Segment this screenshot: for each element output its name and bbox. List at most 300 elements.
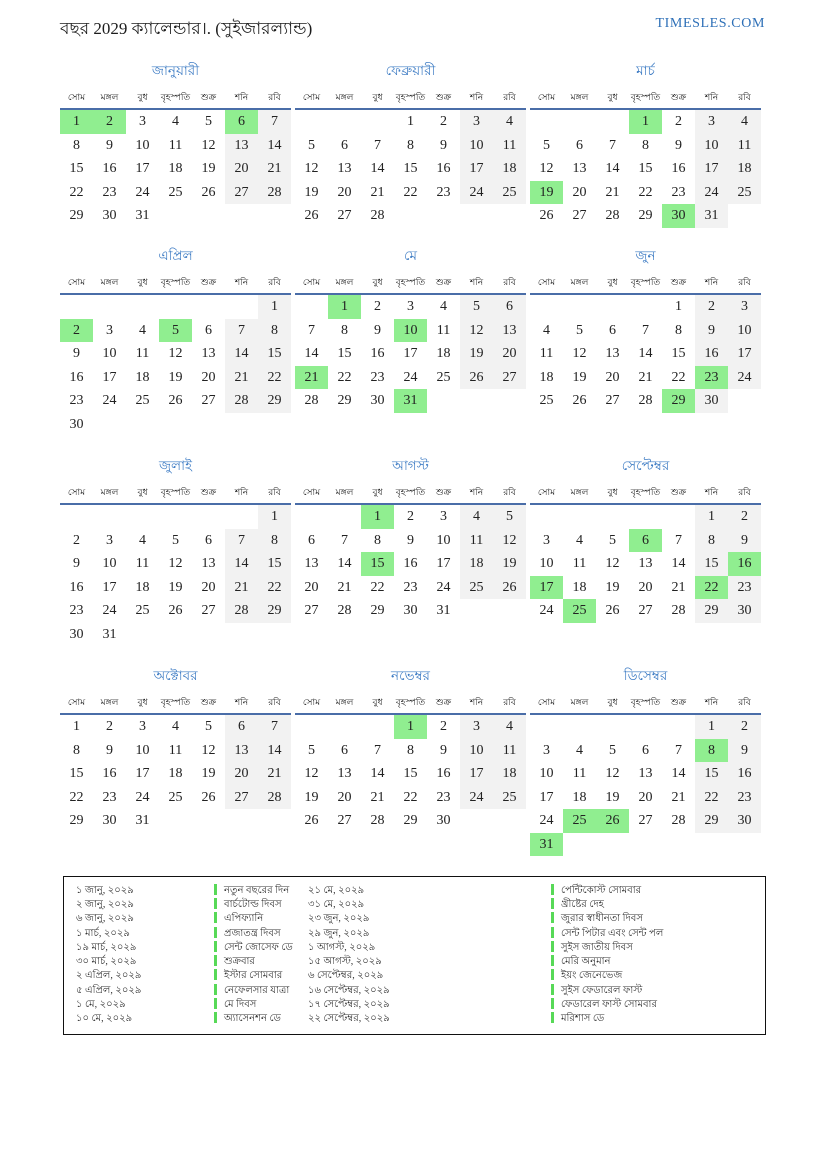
day-cell: 30 [370,393,385,408]
day-cell: 28 [258,181,291,205]
weekday-label: সোম [302,277,321,287]
day-cell: 14 [337,556,352,571]
day-cell: 16 [728,762,761,786]
week-row [295,599,526,623]
day-cell: 21 [638,369,653,385]
day-cell: 26 [168,393,183,408]
day-cell: 17 [102,579,117,595]
holiday-marker-icon [551,1012,554,1023]
day-cell: 8 [642,137,649,153]
day-cell: 28 [671,603,686,618]
day-cell: 28 [370,208,385,223]
weekday-header-row [60,485,291,505]
week-row [60,715,291,739]
day-cell-empty [258,413,291,437]
day-cell-empty [159,809,192,833]
day-cell: 25 [168,184,183,200]
day-cell: 24 [539,813,554,828]
week-row [60,623,291,647]
weekday-label: রবি [503,277,516,287]
day-cell: 13 [638,556,653,571]
day-cell: 10 [728,319,761,343]
day-cell: 3 [106,322,113,338]
day-cell: 30 [695,389,728,413]
day-cell: 31 [394,389,427,413]
holiday-name: বার্চটোল্ড দিবস [214,897,308,914]
weekday-label: বুধ [372,92,383,102]
month-block [60,60,291,245]
day-cell: 13 [493,319,526,343]
day-cell: 24 [460,786,493,810]
day-cell: 31 [436,603,451,618]
day-cell: 2 [407,509,414,524]
day-cell-empty [225,413,258,437]
day-cell: 28 [304,393,319,408]
day-cell: 17 [460,157,493,181]
day-cell: 18 [168,161,183,176]
week-row [530,505,761,529]
weekday-label: শনি [234,277,249,287]
day-cell-empty [192,204,225,228]
day-cell: 19 [201,161,216,176]
month-title: জুন [635,248,656,263]
week-row [60,389,291,413]
day-cell-empty [192,295,225,319]
months-grid [60,60,761,856]
day-cell: 23 [69,603,84,618]
day-cell: 22 [403,789,418,805]
day-cell: 5 [493,505,526,529]
day-cell: 24 [460,181,493,205]
day-cell: 8 [341,322,348,338]
weekday-label: শুক্র [200,487,217,497]
day-cell: 12 [572,346,587,361]
day-cell-empty [629,715,662,739]
day-cell: 18 [460,552,493,576]
day-cell: 11 [436,322,451,338]
day-cell: 11 [135,556,150,571]
day-cell: 9 [440,742,447,758]
day-cell: 3 [728,295,761,319]
weekday-label: মঙ্গল [100,277,119,287]
day-cell: 22 [671,369,686,385]
weekday-label: শুক্র [670,277,687,287]
day-cell: 8 [675,322,682,338]
day-cell: 8 [695,739,728,763]
day-cell: 22 [370,579,385,595]
holiday-marker-icon [551,898,554,909]
day-cell-empty [493,389,526,413]
weekday-label: মঙ্গল [100,697,119,707]
day-cell: 20 [225,762,258,786]
day-cell-empty [530,715,563,739]
day-cell: 12 [605,556,620,571]
day-cell-empty [192,809,225,833]
weekday-label: সোম [67,487,86,497]
day-cell-empty [530,295,563,319]
day-cell: 19 [572,369,587,385]
day-cell: 17 [403,346,418,361]
day-cell: 17 [460,762,493,786]
holiday-date: ২ এপ্রিল, ২০২৯ [76,970,142,982]
holiday-name: নতুন বছরের দিন [214,883,308,900]
day-cell: 6 [629,529,662,553]
day-cell: 3 [695,110,728,134]
day-cell-empty [563,715,596,739]
day-cell: 21 [605,184,620,200]
day-cell: 29 [258,389,291,413]
day-cell: 19 [605,579,620,595]
day-cell: 24 [403,369,418,385]
day-cell: 20 [304,579,319,595]
day-cell: 30 [728,809,761,833]
day-cell: 21 [671,789,686,805]
day-cell-empty [361,715,394,739]
week-row [60,319,291,343]
weekday-label: শুক্র [200,277,217,287]
day-cell: 14 [258,134,291,158]
day-cell: 29 [258,599,291,623]
day-cell-empty [225,295,258,319]
day-cell-empty [695,833,728,857]
week-row [530,157,761,181]
weekday-label: রবি [738,487,751,497]
day-cell: 12 [460,319,493,343]
day-cell: 18 [135,579,150,595]
week-row [530,204,761,228]
day-cell-empty [596,110,629,134]
week-row [60,181,291,205]
day-cell: 5 [609,532,616,548]
weekday-label: রবি [503,487,516,497]
day-cell: 7 [225,319,258,343]
month-block [295,60,526,245]
day-cell: 18 [728,157,761,181]
weekday-label: বুধ [607,277,618,287]
weekday-label: বৃহস্পতি [160,277,191,287]
week-row [530,134,761,158]
day-cell-empty [328,715,361,739]
day-cell: 20 [201,369,216,385]
day-cell: 29 [638,208,653,223]
site-logo-link[interactable]: TIMESLES.COM [655,16,765,31]
day-cell: 10 [135,742,150,758]
day-cell: 5 [576,322,583,338]
weekday-header-row [530,695,761,715]
weekday-label: শনি [469,697,484,707]
weekday-label: বৃহস্পতি [630,277,661,287]
weekday-label: মঙ্গল [570,92,589,102]
day-cell-empty [126,505,159,529]
day-cell: 10 [102,556,117,571]
day-cell: 6 [493,295,526,319]
day-cell: 1 [60,110,93,134]
day-cell: 23 [728,576,761,600]
holiday-date: ১ আগস্ট, ২০২৯ [308,941,376,953]
weekday-label: বুধ [137,92,148,102]
holiday-name: সেন্ট জোসেফ ডে [214,940,308,957]
day-cell-empty [258,204,291,228]
month-block [530,245,761,455]
weekday-label: রবি [738,697,751,707]
day-cell: 11 [728,134,761,158]
month-title: আগস্ট [392,458,429,473]
day-cell: 14 [225,552,258,576]
holiday-marker-icon [551,941,554,952]
day-cell: 20 [493,342,526,366]
day-cell: 18 [135,369,150,385]
day-cell: 10 [135,137,150,153]
day-cell: 14 [370,766,385,781]
day-cell: 25 [436,369,451,385]
day-cell: 12 [605,766,620,781]
day-cell-empty [460,204,493,228]
day-cell: 8 [73,742,80,758]
holiday-marker-icon [551,884,554,895]
month-title: জুলাই [158,458,193,473]
holiday-date: ১৭ সেপ্টেম্বর, ২০২৯ [308,999,390,1011]
day-cell: 27 [225,181,258,205]
day-cell-empty [225,505,258,529]
day-cell: 7 [675,532,682,548]
day-cell: 11 [493,739,526,763]
day-cell: 27 [638,603,653,618]
day-cell-empty [728,833,761,857]
day-cell: 23 [403,579,418,595]
day-cell-empty [93,413,126,437]
day-cell: 30 [662,204,695,228]
day-cell: 12 [304,161,319,176]
day-cell-empty [563,110,596,134]
day-cell: 26 [201,789,216,805]
day-cell-empty [728,204,761,228]
month-title: ফেব্রুয়ারী [385,63,436,78]
holiday-marker-icon [214,941,217,952]
day-cell-empty [60,505,93,529]
day-cell: 2 [440,719,447,734]
day-cell-empty [563,833,596,857]
day-cell: 11 [168,742,183,758]
day-cell: 24 [539,603,554,618]
day-cell: 5 [609,742,616,758]
holiday-name: পেন্টিকোস্ট সোমবার [551,883,765,900]
day-cell: 3 [139,719,146,734]
day-cell-empty [563,505,596,529]
weekday-label: বৃহস্পতি [160,487,191,497]
day-cell: 25 [460,576,493,600]
day-cell: 19 [460,342,493,366]
day-cell: 22 [695,576,728,600]
day-cell: 1 [407,114,414,129]
weekday-label: শুক্র [670,487,687,497]
week-row [60,552,291,576]
day-cell: 4 [172,114,179,129]
holiday-date: ৩১ মে, ২০২৯ [308,898,365,910]
month-title: এপ্রিল [158,248,193,263]
day-cell: 3 [106,532,113,548]
day-cell: 12 [493,529,526,553]
day-cell: 9 [728,739,761,763]
week-row [295,319,526,343]
weekday-header-row [295,275,526,295]
day-cell: 7 [258,715,291,739]
day-cell: 3 [543,532,550,548]
day-cell: 13 [304,556,319,571]
day-cell-empty [159,204,192,228]
week-row [530,181,761,205]
day-cell: 6 [308,532,315,548]
day-cell: 7 [642,322,649,338]
weekday-label: শুক্র [200,92,217,102]
weekday-header-row [60,275,291,295]
weekday-label: শনি [704,92,719,102]
day-cell: 24 [102,393,117,408]
week-row [295,181,526,205]
holiday-date: ১৬ সেপ্টেম্বর, ২০২৯ [308,984,390,996]
day-cell: 26 [493,576,526,600]
weekday-label: সোম [537,697,556,707]
week-row [530,762,761,786]
day-cell-empty [126,413,159,437]
weekday-label: বুধ [607,697,618,707]
holiday-name: ইয়ং জেনেভেজ [551,968,765,985]
holiday-marker-icon [214,1012,217,1023]
day-cell: 31 [695,204,728,228]
day-cell: 22 [69,789,84,805]
day-cell: 1 [629,110,662,134]
day-cell: 23 [671,184,686,200]
week-row [60,599,291,623]
day-cell: 5 [159,319,192,343]
day-cell: 14 [638,346,653,361]
day-cell-empty [93,295,126,319]
day-cell: 28 [258,786,291,810]
holiday-date: ৬ সেপ্টেম্বর, ২০২৯ [308,970,384,982]
week-row [60,204,291,228]
day-cell: 20 [201,579,216,595]
day-cell: 9 [407,532,414,548]
page-title: বছর 2029 ক্যালেন্ডার।. (সুইজারল্যান্ড) [60,19,313,38]
day-cell: 4 [440,299,447,314]
week-row [295,295,526,319]
holiday-date: ৩০ মার্চ, ২০২৯ [76,956,137,968]
day-cell: 16 [102,161,117,176]
day-cell: 13 [572,161,587,176]
day-cell: 23 [695,366,728,390]
day-cell-empty [192,505,225,529]
day-cell: 19 [530,181,563,205]
weekday-label: শনি [234,92,249,102]
day-cell: 15 [69,766,84,781]
day-cell: 5 [205,114,212,129]
day-cell: 4 [576,532,583,548]
week-row [530,389,761,413]
day-cell-empty [295,295,328,319]
day-cell: 22 [69,184,84,200]
day-cell: 31 [530,833,563,857]
weekday-label: বুধ [372,487,383,497]
day-cell-empty [728,389,761,413]
day-cell: 11 [168,137,183,153]
week-row [530,110,761,134]
week-row [530,809,761,833]
day-cell: 25 [539,393,554,408]
day-cell: 21 [370,184,385,200]
day-cell: 31 [102,626,117,642]
day-cell: 3 [139,114,146,129]
day-cell: 2 [728,715,761,739]
day-cell: 21 [258,762,291,786]
weekday-label: বুধ [607,92,618,102]
weekday-label: শুক্র [435,92,452,102]
weekday-label: শনি [704,277,719,287]
day-cell: 18 [168,766,183,781]
day-cell: 4 [139,322,146,338]
day-cell: 3 [543,742,550,758]
day-cell: 28 [671,813,686,828]
day-cell: 26 [304,813,319,828]
holiday-marker-icon [214,955,217,966]
day-cell: 1 [258,505,291,529]
holiday-name: সেন্ট পিটার এবং সেন্ট পল [551,926,765,943]
day-cell-empty [225,204,258,228]
week-row [295,110,526,134]
day-cell: 7 [374,137,381,153]
holiday-marker-icon [551,984,554,995]
weekday-label: বুধ [137,277,148,287]
day-cell-empty [563,295,596,319]
day-cell: 23 [370,369,385,385]
weekday-label: রবি [268,487,281,497]
day-cell: 14 [671,556,686,571]
day-cell: 23 [436,184,451,200]
day-cell-empty [530,505,563,529]
day-cell: 2 [728,505,761,529]
day-cell: 5 [205,719,212,734]
day-cell: 20 [225,157,258,181]
day-cell: 11 [135,346,150,361]
day-cell: 11 [539,346,554,361]
holiday-marker-icon [551,912,554,923]
holiday-name: খ্রীষ্টের দেহ [551,897,765,914]
weekday-label: বৃহস্পতি [160,697,191,707]
day-cell: 10 [460,134,493,158]
weekday-label: বুধ [137,487,148,497]
day-cell: 24 [436,579,451,595]
holiday-marker-icon [214,984,217,995]
day-cell: 30 [69,626,84,642]
day-cell: 11 [572,556,587,571]
day-cell-empty [596,833,629,857]
day-cell: 11 [493,134,526,158]
holiday-name: নেফেলসার যাত্রা [214,983,308,1000]
day-cell: 9 [695,319,728,343]
day-cell: 1 [695,505,728,529]
day-cell: 25 [493,786,526,810]
day-cell-empty [159,295,192,319]
day-cell: 9 [374,322,381,338]
week-row [295,762,526,786]
weekday-label: মঙ্গল [570,277,589,287]
weekday-header-row [295,695,526,715]
week-row [60,342,291,366]
month-title: সেপ্টেম্বর [621,458,670,473]
day-cell: 24 [695,181,728,205]
day-cell: 6 [642,742,649,758]
month-block [295,245,526,455]
day-cell: 9 [440,137,447,153]
month-block [60,665,291,856]
